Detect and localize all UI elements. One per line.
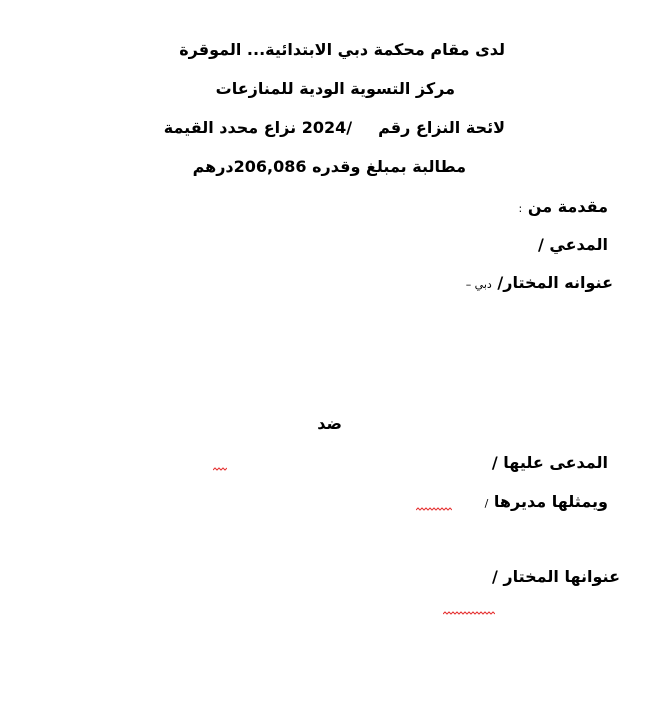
center-title: مركز التسوية الودية للمنازعات bbox=[215, 79, 455, 98]
plaintiff-address-line bbox=[466, 273, 613, 292]
submitted-by-colon: : bbox=[518, 202, 523, 215]
submitted-by-line bbox=[519, 197, 608, 216]
spellcheck-underline bbox=[443, 611, 495, 616]
claim-amount-line: مطالبة بمبلغ وقدره 206,086درهم bbox=[192, 157, 466, 176]
dispute-number-label: لائحة النزاع رقم bbox=[378, 118, 505, 137]
submitted-by-label: مقدمة من bbox=[527, 197, 608, 216]
dispute-number-line bbox=[164, 118, 505, 137]
plaintiff-label: المدعي / bbox=[538, 235, 608, 254]
defendant-address-label: عنوانها المختار / bbox=[491, 567, 620, 586]
defendant-label: المدعى عليها / bbox=[491, 453, 608, 472]
court-title: لدى مقام محكمة دبي الابتدائية... الموقرة bbox=[179, 40, 505, 59]
against-word: ضد bbox=[317, 414, 342, 433]
spellcheck-underline bbox=[416, 507, 452, 512]
plaintiff-address-label: عنوانه المختار/ bbox=[497, 273, 613, 292]
dispute-year-type: /2024 نزاع محدد القيمة bbox=[163, 118, 353, 137]
spellcheck-underline bbox=[213, 467, 227, 472]
represented-by-label: ويمثلها مديرها bbox=[493, 492, 608, 511]
represented-by-line bbox=[485, 492, 608, 511]
represented-by-slash: / bbox=[484, 497, 489, 510]
plaintiff-address-value: دبي – bbox=[465, 278, 492, 291]
